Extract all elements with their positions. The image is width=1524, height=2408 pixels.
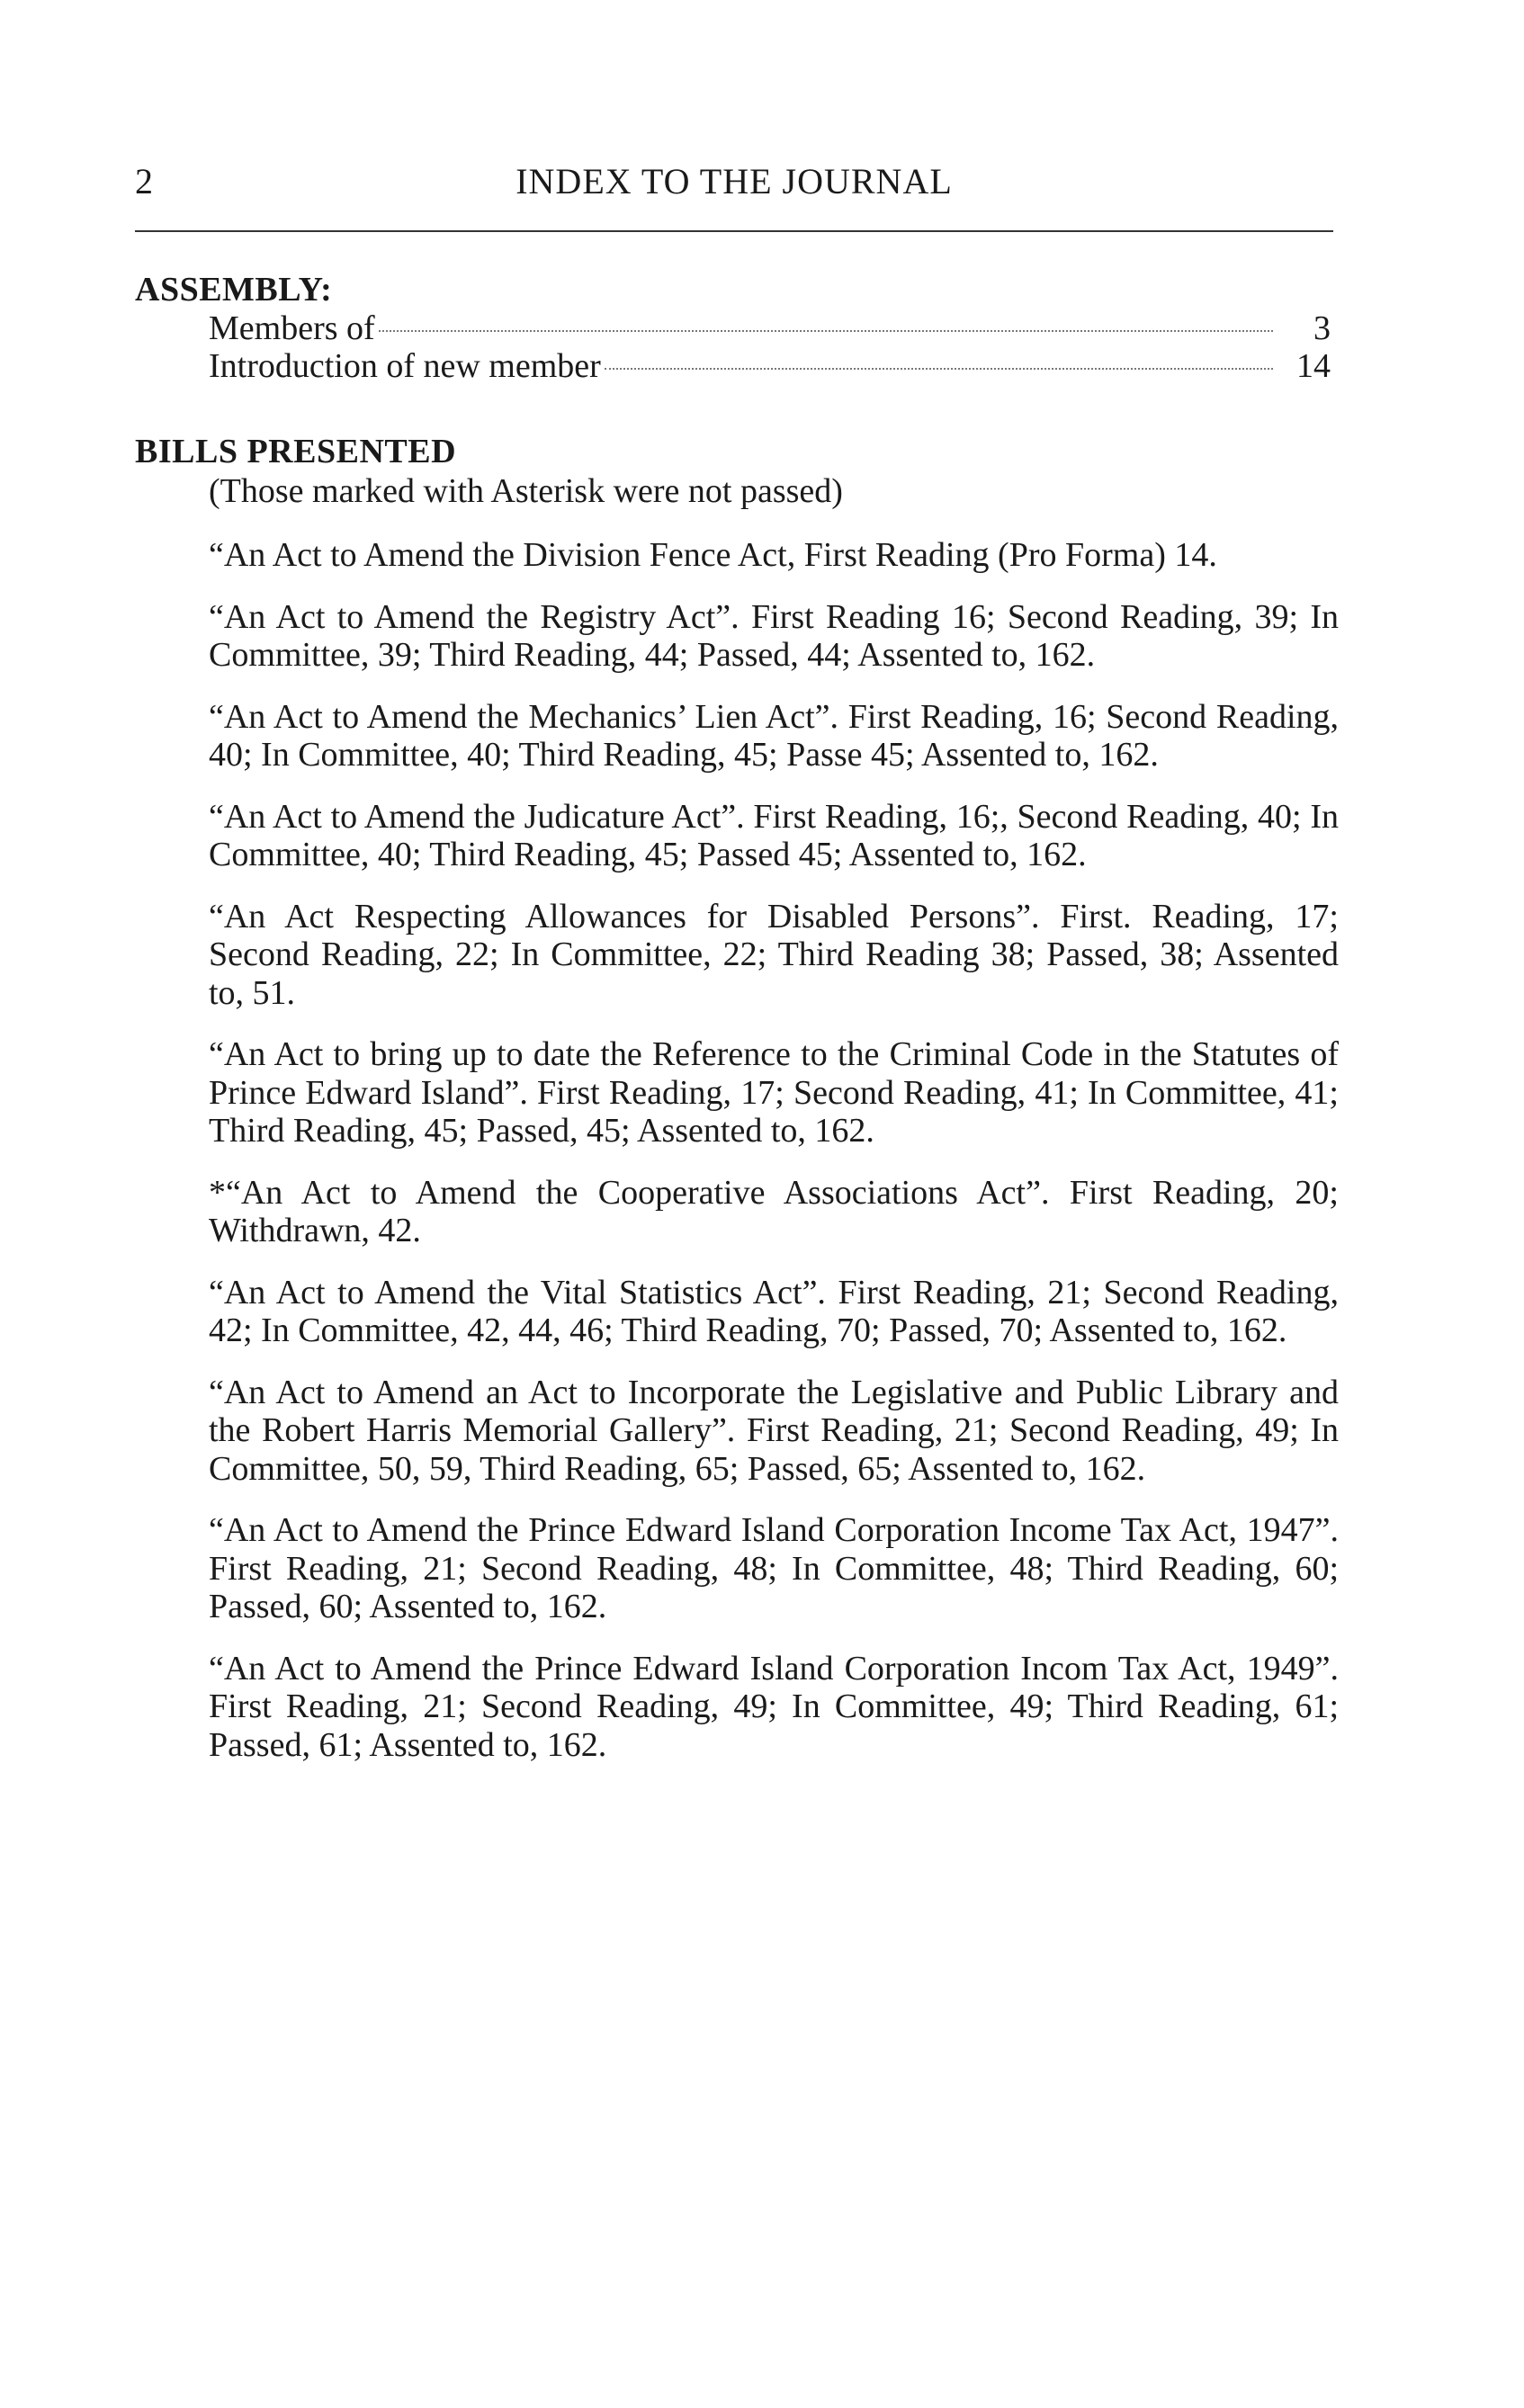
toc-entry-label: Members of — [209, 309, 375, 347]
bill-entry: “An Act to Amend the Registry Act”. First Reading 16; Second Reading, 39; In Committee, 39; Third Reading, 44; Passed, 44; Assented to, 162. — [209, 597, 1339, 674]
page-header — [135, 155, 1333, 209]
index-content — [135, 270, 1340, 1787]
toc-entry-page: 3 — [1313, 309, 1331, 347]
dot-leader — [605, 368, 1273, 370]
bill-entry: “An Act to bring up to date the Reference to the Criminal Code in the Statutes of Prince Edward Island”. First Reading, 17; Second Reading, 41; In Committee, 41; Third Reading, 45; Passed, 45; Assented to, 162. — [209, 1035, 1339, 1150]
bill-entry: “An Act to Amend the Judicature Act”. First Reading, 16;, Second Reading, 40; In Committee, 40; Third Reading, 45; Passed 45; Assented to, 162. — [209, 797, 1339, 873]
bill-entry: “An Act to Amend the Prince Edward Island Corporation Income Tax Act, 1947”. First Reading, 21; Second Reading, 48; In Committee, 48; Third Reading, 60; Passed, 60; Assented to, 162. — [209, 1511, 1339, 1625]
assembly-entries — [209, 309, 1331, 385]
bills-note: (Those marked with Asterisk were not passed) — [209, 472, 843, 510]
bill-entry: “An Act to Amend an Act to Incorporate the Legislative and Public Library and the Robert Harris Memorial Gallery”. First Reading, 21; Second Reading, 49; In Committee, 50, 59, Third Reading, 65; Passed, 65; Assented to, 162. — [209, 1373, 1339, 1488]
running-head: INDEX TO THE JOURNAL — [515, 161, 953, 201]
bill-entry: “An Act to Amend the Mechanics’ Lien Act”. First Reading, 16; Second Reading, 40; In Committee, 40; Third Reading, 45; Passe 45; Assented to, 162. — [209, 697, 1339, 774]
toc-entry-label: Introduction of new member — [209, 347, 601, 385]
bill-entry: “An Act to Amend the Prince Edward Island Corporation Incom Tax Act, 1949”. First Reading, 21; Second Reading, 49; In Committee, 49; Third Reading, 61; Passed, 61; Assented to, 162. — [209, 1649, 1339, 1764]
toc-entry — [209, 309, 1331, 347]
assembly-heading: ASSEMBLY: — [135, 271, 333, 309]
bill-list — [209, 536, 1339, 1764]
bill-entry: “An Act Respecting Allowances for Disabled Persons”. First. Reading, 17; Second Reading, 22; In Committee, 22; Third Reading 38; Passed, 38; Assented to, 51. — [209, 897, 1339, 1012]
bills-heading: BILLS PRESENTED — [135, 433, 457, 470]
header-rule — [135, 230, 1333, 232]
bill-entry: “An Act to Amend the Division Fence Act, First Reading (Pro Forma) 14. — [209, 536, 1217, 574]
toc-entry — [209, 347, 1331, 385]
bill-entry: “An Act to Amend the Vital Statistics Act”. First Reading, 21; Second Reading, 42; In Committee, 42, 44, 46; Third Reading, 70; Passed, 70; Assented to, 162. — [209, 1273, 1339, 1349]
dot-leader — [379, 330, 1273, 332]
toc-entry-page: 14 — [1296, 347, 1331, 385]
bill-entry: *“An Act to Amend the Cooperative Associations Act”. First Reading, 20; Withdrawn, 42. — [209, 1173, 1339, 1249]
page-number: 2 — [135, 161, 153, 201]
